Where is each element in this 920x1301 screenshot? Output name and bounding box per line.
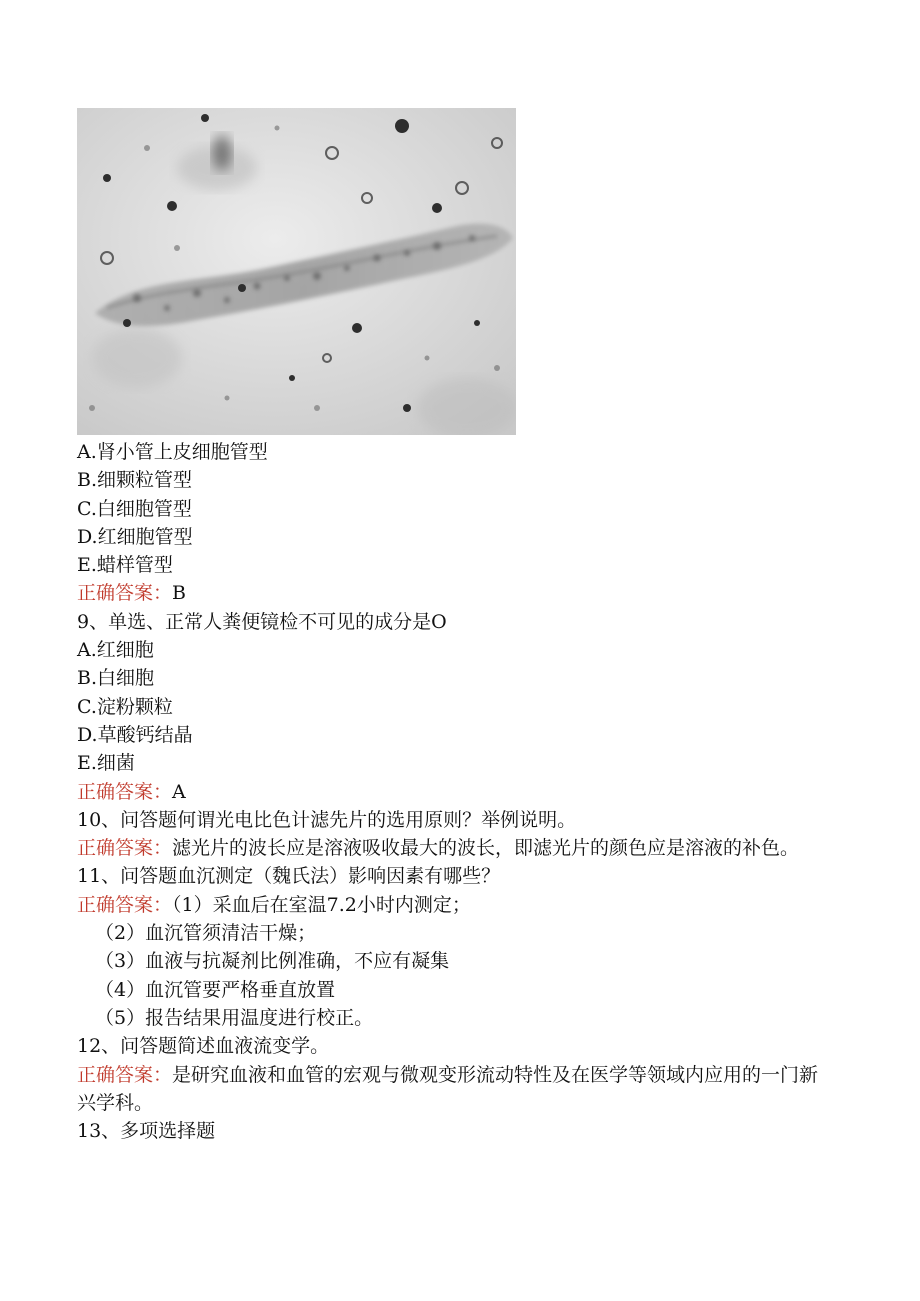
answer-value: A: [172, 780, 186, 803]
answer-value: 滤光片的波长应是溶液吸收最大的波长，即滤光片的颜色应是溶液的补色。: [172, 837, 800, 860]
answer-line: [77, 834, 837, 862]
question-title: 11、问答题血沉测定（魏氏法）影响因素有哪些？: [77, 865, 501, 888]
question-content: [77, 438, 837, 1145]
answer-item: （3）血液与抗凝剂比例准确，不应有凝集: [95, 950, 450, 973]
answer-item: （2）血沉管须清洁干燥；: [95, 922, 317, 945]
microscope-image: [77, 108, 516, 435]
option-e: E.蜡样管型: [77, 554, 173, 577]
question-title: 9、单选、正常人粪便镜检不可见的成分是O: [77, 610, 447, 633]
answer-value: （1）采血后在室温7.2小时内测定；: [172, 893, 471, 916]
answer-item: （4）血沉管要严格垂直放置: [95, 978, 336, 1001]
question-title: 10、问答题何谓光电比色计滤先片的选用原则？举例说明。: [77, 808, 577, 831]
question-title: 12、问答题简述血液流变学。: [77, 1035, 330, 1058]
option-d: D.草酸钙结晶: [77, 723, 193, 746]
urine-cast-micrograph: [77, 108, 516, 435]
answer-value: B: [172, 582, 186, 605]
answer-line: [77, 579, 837, 607]
option-a: A.红细胞: [77, 639, 154, 662]
option-a: A.肾小管上皮细胞管型: [77, 441, 268, 463]
option-c: C.白细胞管型: [77, 497, 192, 520]
answer-label: 正确答案：: [77, 780, 173, 803]
answer-label: 正确答案：: [77, 893, 173, 916]
answer-line: [77, 1061, 837, 1118]
answer-line: [77, 891, 837, 919]
question-title: 13、多项选择题: [77, 1120, 216, 1143]
option-d: D.红细胞管型: [77, 525, 193, 548]
answer-label: 正确答案：: [77, 1063, 173, 1086]
option-b: B.白细胞: [77, 667, 155, 690]
option-e: E.细菌: [77, 752, 135, 775]
answer-line: [77, 778, 837, 806]
answer-item: （5）报告结果用温度进行校正。: [95, 1006, 374, 1029]
answer-label: 正确答案：: [77, 582, 173, 605]
answer-value: 是研究血液和血管的宏观与微观变形流动特性及在医学等领域内应用的一门新兴学科。: [77, 1063, 819, 1114]
option-c: C.淀粉颗粒: [77, 695, 173, 718]
option-b: B.细颗粒管型: [77, 469, 193, 492]
answer-label: 正确答案：: [77, 837, 173, 860]
